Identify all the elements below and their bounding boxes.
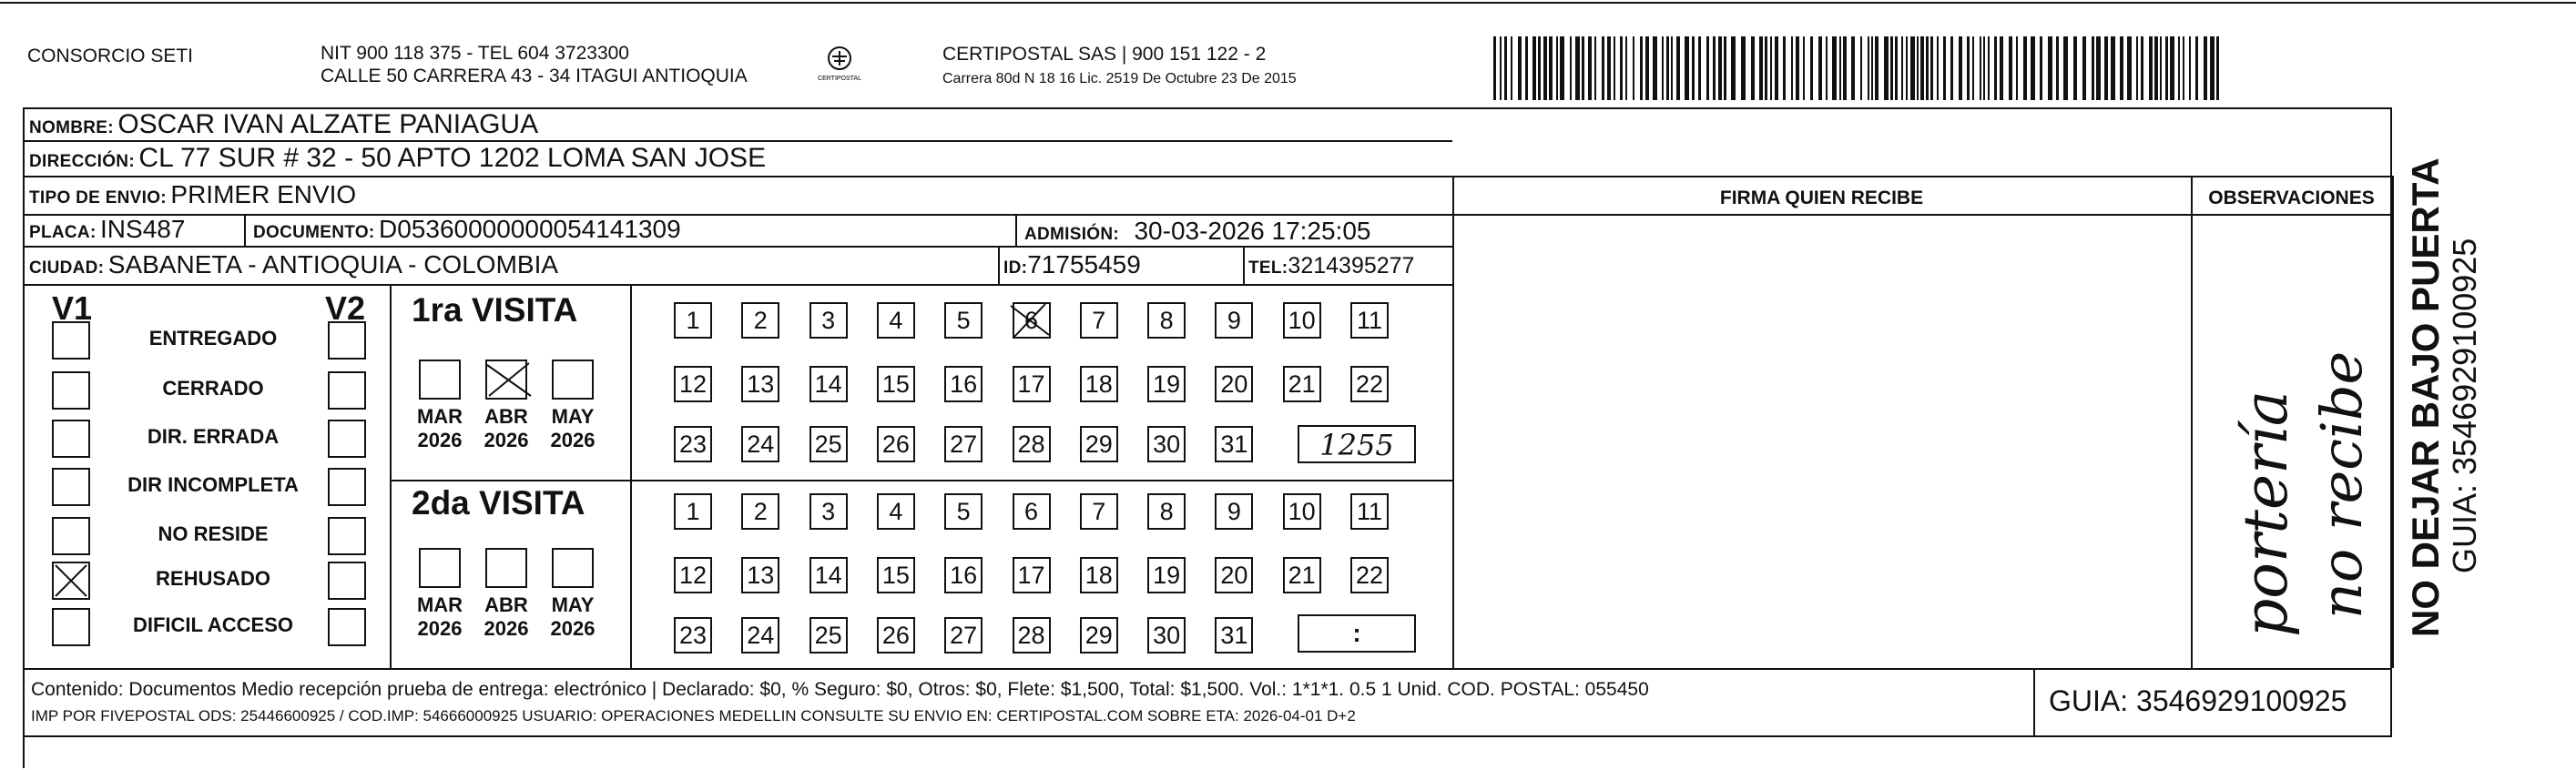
day-cell[interactable]: 2	[741, 302, 779, 339]
name-row	[29, 109, 538, 140]
visit2-title: 2da VISITA	[412, 484, 585, 522]
day-cell[interactable]: 5	[944, 493, 983, 530]
day-cell[interactable]: 17	[1013, 557, 1051, 593]
visit1-title: 1ra VISITA	[412, 291, 578, 329]
recipient-name: OSCAR IVAN ALZATE PANIAGUA	[117, 109, 539, 139]
v2-checkbox[interactable]	[328, 371, 366, 410]
month-label	[474, 593, 538, 641]
month-year: 2026	[417, 617, 463, 640]
day-cell[interactable]: 29	[1080, 426, 1118, 462]
type-row	[29, 180, 356, 209]
month-year: 2026	[417, 429, 463, 451]
day-cell[interactable]: 14	[809, 557, 848, 593]
day-cell[interactable]: 15	[877, 557, 915, 593]
day-cell[interactable]: 1	[674, 493, 712, 530]
day-cell[interactable]: 13	[741, 366, 779, 402]
v2-checkbox[interactable]	[328, 321, 366, 360]
day-cell[interactable]: 17	[1013, 366, 1051, 402]
month-checkbox[interactable]	[419, 548, 461, 588]
month-label	[408, 405, 472, 452]
day-cell[interactable]: 26	[877, 617, 915, 653]
plate-label: PLACA:	[29, 223, 97, 242]
day-cell[interactable]: 27	[944, 617, 983, 653]
day-cell[interactable]: 7	[1080, 493, 1118, 530]
admission-label: ADMISIÓN:	[1024, 225, 1120, 244]
month-label	[474, 405, 538, 452]
month-name: ABR	[484, 405, 528, 428]
document-label: DOCUMENTO:	[253, 223, 375, 242]
day-cell[interactable]: 25	[809, 617, 848, 653]
day-cell[interactable]: 22	[1350, 557, 1389, 593]
day-cell[interactable]: 8	[1147, 302, 1186, 339]
v1-checkbox[interactable]	[52, 517, 90, 555]
city-label: CIUDAD:	[29, 258, 105, 278]
v2-checkbox[interactable]	[328, 562, 366, 600]
day-cell[interactable]: 9	[1215, 493, 1253, 530]
plate-cell	[29, 215, 185, 244]
day-cell[interactable]: 26	[877, 426, 915, 462]
address-row	[29, 143, 766, 174]
month-year: 2026	[484, 429, 529, 451]
day-cell[interactable]: 11	[1350, 302, 1389, 339]
signature-title: FIRMA QUIEN RECIBE	[1719, 187, 1924, 208]
day-cell[interactable]: 12	[674, 557, 712, 593]
tel-label: TEL:	[1248, 258, 1288, 278]
day-cell[interactable]: 8	[1147, 493, 1186, 530]
footer-content: Contenido: Documentos Medio recepción prueba de entrega: electrónico | Declarado: $0, % Seguro: $0, Otros: $0, Flete: $1,500, Total: $1,500. Vol.: 1*1*1. 0.5 1 Unid. COD. POSTAL: 055450	[31, 679, 1649, 700]
id-cell	[1003, 250, 1141, 279]
day-cell[interactable]: 10	[1283, 493, 1321, 530]
day-cell[interactable]: 7	[1080, 302, 1118, 339]
id-value: 71755459	[1027, 250, 1141, 279]
month-label	[541, 593, 605, 641]
handwritten-observation-1: portería	[2231, 390, 2301, 637]
month-name: MAY	[551, 405, 595, 428]
v2-checkbox[interactable]	[328, 608, 366, 646]
v1-label: V1	[52, 289, 93, 327]
v1-checkbox[interactable]	[52, 608, 90, 646]
v2-checkbox[interactable]	[328, 468, 366, 506]
recipient-address: CL 77 SUR # 32 - 50 APTO 1202 LOMA SAN JOSE	[138, 143, 767, 173]
day-cell[interactable]: 22	[1350, 366, 1389, 402]
month-name: MAY	[551, 593, 595, 616]
month-label	[541, 405, 605, 452]
v1-checkbox[interactable]	[52, 562, 90, 600]
outcome-label: REHUSADO	[156, 567, 270, 590]
month-name: ABR	[484, 593, 528, 616]
day-cell[interactable]: 16	[944, 366, 983, 402]
day-cell[interactable]: 23	[674, 617, 712, 653]
footer-guia: GUIA: 3546929100925	[2049, 684, 2347, 717]
plate-value: INS487	[100, 215, 186, 243]
day-cell[interactable]: 21	[1283, 557, 1321, 593]
day-cell[interactable]: 29	[1080, 617, 1118, 653]
day-cell[interactable]: 1	[674, 302, 712, 339]
v2-checkbox[interactable]	[328, 517, 366, 555]
day-cell[interactable]: 12	[674, 366, 712, 402]
outcome-label: DIR. ERRADA	[147, 425, 280, 448]
v1-checkbox[interactable]	[52, 420, 90, 458]
outcome-label: NO RESIDE	[158, 522, 269, 545]
day-cell[interactable]: 30	[1147, 426, 1186, 462]
month-name: MAR	[416, 405, 463, 428]
day-cell[interactable]: 15	[877, 366, 915, 402]
month-checkbox[interactable]	[485, 548, 527, 588]
observations-title: OBSERVACIONES	[2208, 187, 2375, 208]
city-value: SABANETA - ANTIOQUIA - COLOMBIA	[107, 250, 559, 279]
day-cell[interactable]: 24	[741, 426, 779, 462]
day-cell[interactable]: 28	[1013, 617, 1051, 653]
admission-cell	[1024, 217, 1370, 246]
visit2-time: :	[1352, 619, 1361, 647]
day-cell[interactable]: 16	[944, 557, 983, 593]
day-cell[interactable]: 14	[809, 366, 848, 402]
outcome-label: CERRADO	[162, 377, 264, 400]
type-label: TIPO DE ENVIO:	[29, 188, 167, 208]
visit2-time-box[interactable]	[1298, 614, 1416, 653]
outcome-label: DIR INCOMPLETA	[127, 473, 299, 496]
v2-checkbox[interactable]	[328, 420, 366, 458]
month-checkbox[interactable]	[419, 360, 461, 400]
v1-checkbox[interactable]	[52, 371, 90, 410]
barcode	[1493, 36, 2222, 100]
day-cell[interactable]: 28	[1013, 426, 1051, 462]
day-cell[interactable]: 20	[1215, 366, 1253, 402]
side-guia: GUIA: 3546929100925	[2446, 238, 2483, 573]
svg-text:CERTIPOSTAL: CERTIPOSTAL	[818, 76, 861, 82]
day-cell[interactable]: 10	[1283, 302, 1321, 339]
day-cell[interactable]: 5	[944, 302, 983, 339]
day-cell[interactable]: 27	[944, 426, 983, 462]
address-label: DIRECCIÓN:	[29, 152, 135, 171]
certipostal-logo	[818, 44, 861, 86]
shipment-type: PRIMER ENVIO	[170, 180, 357, 208]
footer-print-info: IMP POR FIVEPOSTAL ODS: 25446600925 / COD.IMP: 54666000925 USUARIO: OPERACIONES MEDELLIN CONSULTE SU ENVIO EN: CERTIPOSTAL.COM SOBRE ETA: 2026-04-01 D+2	[31, 707, 1356, 724]
day-cell[interactable]: 20	[1215, 557, 1253, 593]
day-cell[interactable]: 19	[1147, 557, 1186, 593]
outcome-label: ENTREGADO	[148, 327, 278, 350]
day-cell[interactable]: 19	[1147, 366, 1186, 402]
day-cell[interactable]: 31	[1215, 426, 1253, 462]
day-cell[interactable]: 4	[877, 302, 915, 339]
month-year: 2026	[550, 429, 596, 451]
document-cell	[253, 215, 681, 244]
day-cell[interactable]: 18	[1080, 557, 1118, 593]
day-cell[interactable]: 21	[1283, 366, 1321, 402]
name-label: NOMBRE:	[29, 118, 114, 137]
day-cell[interactable]: 23	[674, 426, 712, 462]
month-label	[408, 593, 472, 641]
day-cell[interactable]: 24	[741, 617, 779, 653]
address-line: CALLE 50 CARRERA 43 - 34 ITAGUI ANTIOQUIA	[321, 66, 748, 86]
month-year: 2026	[550, 617, 596, 640]
v1-checkbox[interactable]	[52, 321, 90, 360]
company-name: CONSORCIO SETI	[27, 46, 194, 66]
v1-checkbox[interactable]	[52, 468, 90, 506]
handwritten-observation-2: no recibe	[2308, 350, 2375, 619]
admission-value: 30-03-2026 17:25:05	[1134, 217, 1371, 245]
document-value: D05360000000054141309	[379, 215, 681, 243]
day-cell[interactable]: 25	[809, 426, 848, 462]
day-cell[interactable]: 31	[1215, 617, 1253, 653]
tel-cell	[1248, 253, 1414, 279]
day-cell[interactable]: 4	[877, 493, 915, 530]
month-year: 2026	[484, 617, 529, 640]
tel-value: 3214395277	[1288, 253, 1415, 279]
day-cell[interactable]: 13	[741, 557, 779, 593]
day-cell[interactable]: 3	[809, 493, 848, 530]
day-cell[interactable]: 6	[1013, 493, 1051, 530]
city-cell	[29, 250, 558, 279]
day-cell[interactable]: 9	[1215, 302, 1253, 339]
side-warning: NO DEJAR BAJO PUERTA	[2404, 157, 2447, 637]
month-checkbox[interactable]	[552, 548, 594, 588]
day-cell[interactable]: 2	[741, 493, 779, 530]
carrier-line2: Carrera 80d N 18 16 Lic. 2519 De Octubre 23 De 2015	[942, 71, 1297, 86]
v2-label: V2	[325, 289, 366, 327]
day-cell[interactable]: 11	[1350, 493, 1389, 530]
day-cell[interactable]: 6	[1013, 302, 1051, 339]
visit1-time-box[interactable]	[1298, 425, 1416, 463]
month-name: MAR	[416, 593, 463, 616]
day-cell[interactable]: 3	[809, 302, 848, 339]
carrier-line1: CERTIPOSTAL SAS | 900 151 122 - 2	[942, 44, 1267, 65]
day-cell[interactable]: 30	[1147, 617, 1186, 653]
visit1-time: 1255	[1319, 428, 1394, 462]
month-checkbox[interactable]	[552, 360, 594, 400]
outcome-label: DIFICIL ACCESO	[132, 613, 293, 636]
top-border	[0, 2, 2576, 4]
nit-line: NIT 900 118 375 - TEL 604 3723300	[321, 43, 629, 64]
signature-area[interactable]	[1457, 217, 2187, 666]
id-label: ID:	[1003, 258, 1028, 278]
day-cell[interactable]: 18	[1080, 366, 1118, 402]
month-checkbox[interactable]	[485, 360, 527, 400]
